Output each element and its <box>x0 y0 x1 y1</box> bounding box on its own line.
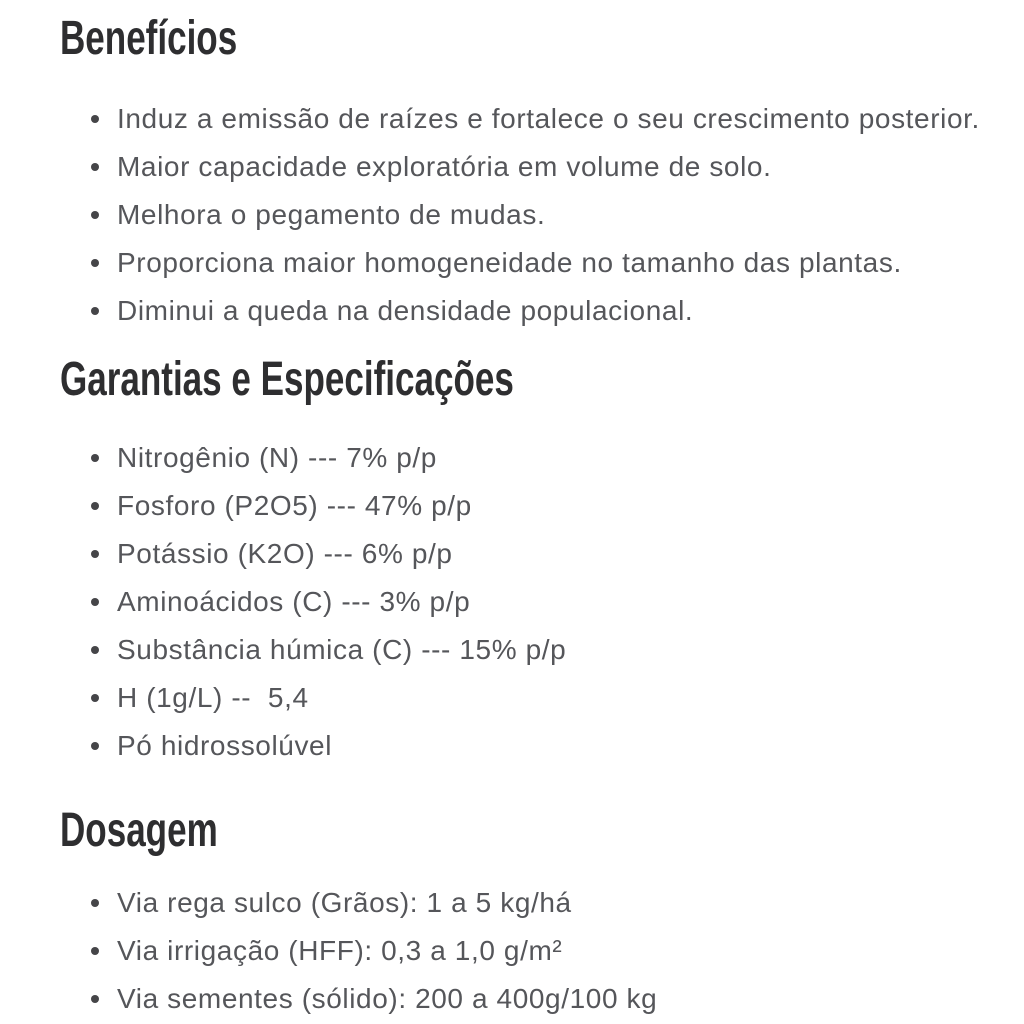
list-item <box>117 239 1016 287</box>
list-item-text: Proporciona maior homogeneidade no tamanho das plantas. <box>117 247 902 278</box>
dosagem-list <box>60 879 1016 1023</box>
section-title-garantias-especificacoes: Garantias e Especificações <box>60 353 514 406</box>
list-item <box>117 434 1016 482</box>
bullet-icon <box>91 502 99 510</box>
list-item-text: Maior capacidade exploratória em volume de solo. <box>117 151 772 182</box>
list-item <box>117 482 1016 530</box>
bullet-icon <box>91 995 99 1003</box>
list-item-text: Via sementes (sólido): 200 a 400g/100 kg <box>117 983 658 1014</box>
bullet-icon <box>91 307 99 315</box>
bullet-icon <box>91 163 99 171</box>
list-item-text: Melhora o pegamento de mudas. <box>117 199 546 230</box>
beneficios-list <box>60 95 1016 335</box>
list-item <box>117 95 1016 143</box>
section-title-beneficios: Benefícios <box>60 12 238 65</box>
list-item <box>117 975 1016 1023</box>
list-item-text: Induz a emissão de raízes e fortalece o seu crescimento posterior. <box>117 103 980 134</box>
list-item <box>117 191 1016 239</box>
list-item-text: Fosforo (P2O5) --- 47% p/p <box>117 490 472 521</box>
list-item <box>117 927 1016 975</box>
list-item-text: Pó hidrossolúvel <box>117 730 333 761</box>
list-item <box>117 287 1016 335</box>
bullet-icon <box>91 211 99 219</box>
list-item <box>117 879 1016 927</box>
bullet-icon <box>91 259 99 267</box>
bullet-icon <box>91 694 99 702</box>
bullet-icon <box>91 598 99 606</box>
garantias-list <box>60 434 1016 770</box>
list-item-text: Substância húmica (C) --- 15% p/p <box>117 634 567 665</box>
list-item-text: Diminui a queda na densidade populacional. <box>117 295 694 326</box>
bullet-icon <box>91 742 99 750</box>
bullet-icon <box>91 947 99 955</box>
section-beneficios <box>60 10 1016 335</box>
list-item <box>117 143 1016 191</box>
list-item <box>117 722 1016 770</box>
list-item-text: Via rega sulco (Grãos): 1 a 5 kg/há <box>117 887 572 918</box>
list-item-text: Aminoácidos (C) --- 3% p/p <box>117 586 471 617</box>
bullet-icon <box>91 115 99 123</box>
list-item <box>117 626 1016 674</box>
bullet-icon <box>91 646 99 654</box>
list-item <box>117 578 1016 626</box>
list-item <box>117 674 1016 722</box>
list-item-text: Potássio (K2O) --- 6% p/p <box>117 538 453 569</box>
list-item-text: Via irrigação (HFF): 0,3 a 1,0 g/m² <box>117 935 563 966</box>
bullet-icon <box>91 454 99 462</box>
list-item <box>117 530 1016 578</box>
bullet-icon <box>91 550 99 558</box>
list-item-text: H (1g/L) -- 5,4 <box>117 682 309 713</box>
bullet-icon <box>91 899 99 907</box>
section-dosagem <box>60 802 1016 1023</box>
section-garantias-especificacoes <box>60 351 1016 770</box>
section-title-dosagem: Dosagem <box>60 804 218 857</box>
list-item-text: Nitrogênio (N) --- 7% p/p <box>117 442 437 473</box>
